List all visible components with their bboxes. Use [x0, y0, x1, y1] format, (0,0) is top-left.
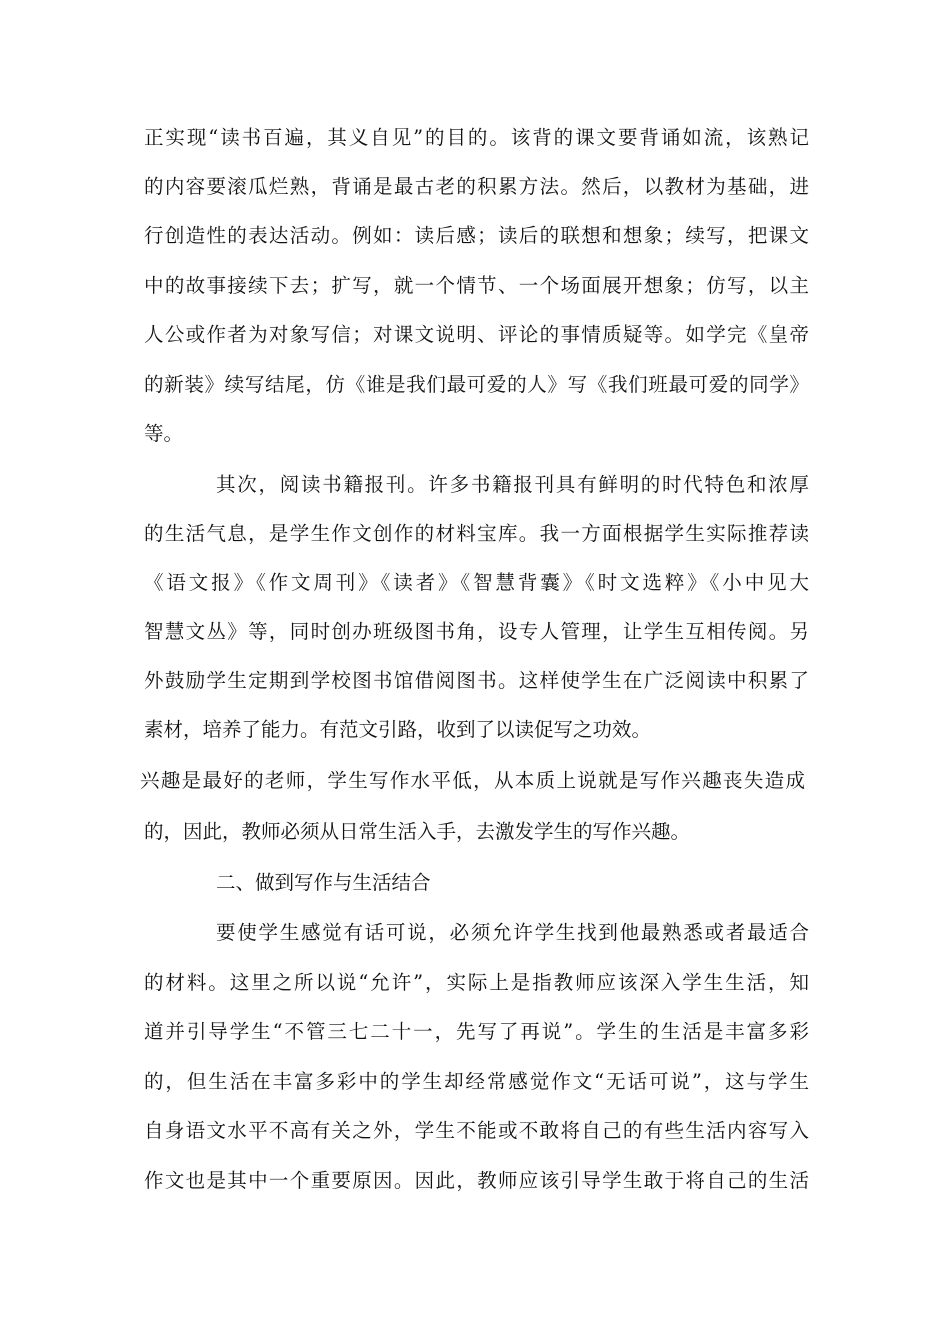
- text-line-13: 素材，培养了能力。有范文引路，收到了以读促写之功效。: [144, 718, 652, 741]
- text-line-20: 的，但生活在丰富多彩中的学生却经常感觉作文“无话可说”，这与学生: [144, 1070, 809, 1093]
- paragraph-start-second: 其次，阅读书籍报刊。许多书籍报刊具有鲜明的时代特色和浓厚: [216, 473, 809, 496]
- text-line-22: 作文也是其中一个重要原因。因此，教师应该引导学生敢于将自己的生活: [144, 1169, 809, 1192]
- text-line-19: 道并引导学生“不管三七二十一，先写了再说”。学生的生活是丰富多彩: [144, 1020, 809, 1043]
- text-line-5: 人公或作者为对象写信；对课文说明、评论的事情质疑等。如学完《皇帝: [144, 323, 809, 346]
- text-line-2: 的内容要滚瓜烂熟，背诵是最古老的积累方法。然后，以教材为基础，进: [144, 175, 809, 198]
- text-line-12: 外鼓励学生定期到学校图书馆借阅图书。这样使学生在广泛阅读中积累了: [144, 669, 809, 692]
- text-line-6: 的新装》续写结尾，仿《谁是我们最可爱的人》写《我们班最可爱的同学》: [144, 373, 809, 396]
- text-line-11: 智慧文丛》等，同时创办班级图书角，设专人管理，让学生互相传阅。另: [144, 620, 809, 643]
- interest-paragraph-line-2: 的，因此，教师必须从日常生活入手，去激发学生的写作兴趣。: [144, 820, 691, 843]
- text-line-4: 中的故事接续下去；扩写，就一个情节、一个场面展开想象；仿写，以主: [144, 274, 809, 297]
- text-line-10: 《语文报》《作文周刊》《读者》《智慧背囊》《时文选粹》《小中见大: [144, 571, 809, 594]
- text-line-3: 行创造性的表达活动。例如：读后感；读后的联想和想象；续写，把课文: [144, 224, 809, 247]
- paragraph-start-life: 要使学生感觉有话可说，必须允许学生找到他最熟悉或者最适合: [216, 921, 809, 944]
- text-line-18: 的材料。这里之所以说“允许”，实际上是指教师应该深入学生生活，知: [144, 971, 809, 994]
- text-line-21: 自身语文水平不高有关之外，学生不能或不敢将自己的有些生活内容写入: [144, 1119, 809, 1142]
- text-line-7: 等。: [144, 422, 184, 445]
- text-line-9: 的生活气息，是学生作文创作的材料宝库。我一方面根据学生实际推荐读: [144, 522, 809, 545]
- text-line-1: 正实现“读书百遍，其义自见”的目的。该背的课文要背诵如流，该熟记: [144, 126, 809, 149]
- section-heading: 二、做到写作与生活结合: [216, 871, 431, 894]
- interest-paragraph-line-1: 兴趣是最好的老师，学生写作水平低，从本质上说就是写作兴趣丧失造成: [140, 769, 805, 792]
